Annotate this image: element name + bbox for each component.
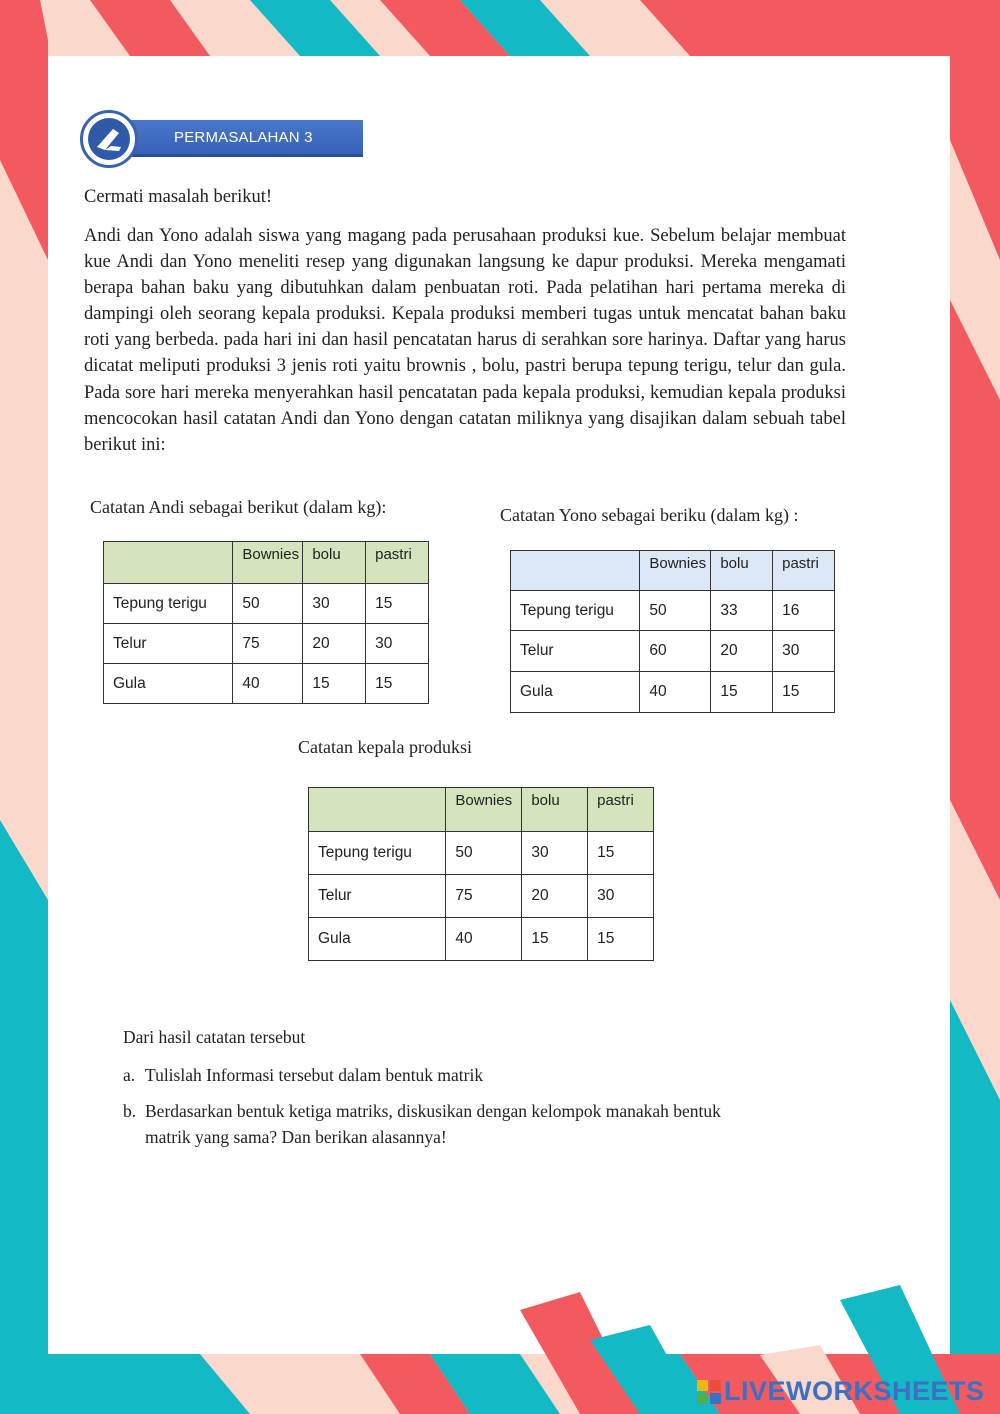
section-banner <box>80 110 365 168</box>
cell-value: 15 <box>773 672 835 713</box>
row-label: Gula <box>511 672 640 713</box>
instruction-text: Cermati masalah berikut! <box>84 187 273 207</box>
row-label: Telur <box>309 875 446 918</box>
table-row <box>511 631 835 672</box>
header-cell: Bownies <box>640 551 711 591</box>
table-row <box>511 591 835 631</box>
cell-value: 15 <box>588 918 654 961</box>
header-cell: bolu <box>711 551 773 591</box>
header-cell: bolu <box>522 788 588 832</box>
cell-value: 20 <box>522 875 588 918</box>
kepala-caption: Catatan kepala produksi <box>298 737 472 757</box>
cell-value: 30 <box>588 875 654 918</box>
question-b-line1: Berdasarkan bentuk ketiga matriks, diskusikan dengan kelompok manakah bentuk <box>145 1101 721 1121</box>
header-cell <box>309 788 446 832</box>
table-header-row <box>511 551 835 591</box>
header-cell <box>104 542 233 584</box>
question-a-marker: a. <box>123 1065 136 1085</box>
cell-value: 15 <box>303 664 366 704</box>
cell-value: 20 <box>711 631 773 672</box>
questions-intro: Dari hasil catatan tersebut <box>123 1027 306 1047</box>
row-label: Tepung terigu <box>309 832 446 875</box>
header-cell: bolu <box>303 542 366 584</box>
pen-hand-icon <box>80 110 138 168</box>
table-row <box>309 832 654 875</box>
header-cell: Bownies <box>446 788 522 832</box>
question-a-text: Tulislah Informasi tersebut dalam bentuk matrik <box>145 1065 484 1085</box>
row-label: Gula <box>309 918 446 961</box>
cell-value: 20 <box>303 624 366 664</box>
table-row <box>104 584 429 624</box>
row-label: Tepung terigu <box>511 591 640 631</box>
banner-label: PERMASALAHAN 3 <box>174 129 313 146</box>
header-cell: Bownies <box>233 542 303 584</box>
header-cell: pastri <box>366 542 429 584</box>
question-b-marker: b. <box>123 1101 137 1121</box>
cell-value: 15 <box>588 832 654 875</box>
table-header-row <box>104 542 429 584</box>
cell-value: 30 <box>773 631 835 672</box>
cell-value: 15 <box>711 672 773 713</box>
cell-value: 15 <box>522 918 588 961</box>
cell-value: 15 <box>366 584 429 624</box>
question-b-line2: matrik yang sama? Dan berikan alasannya! <box>145 1127 447 1147</box>
cell-value: 75 <box>446 875 522 918</box>
cell-value: 30 <box>366 624 429 664</box>
liveworksheets-logo-icon <box>697 1380 721 1404</box>
liveworksheets-brand: LIVEWORKSHEETS <box>724 1376 985 1406</box>
cell-value: 40 <box>640 672 711 713</box>
cell-value: 16 <box>773 591 835 631</box>
row-label: Tepung terigu <box>104 584 233 624</box>
cell-value: 50 <box>640 591 711 631</box>
row-label: Telur <box>511 631 640 672</box>
andi-table <box>103 541 429 704</box>
cell-value: 50 <box>446 832 522 875</box>
table-header-row <box>309 788 654 832</box>
cell-value: 40 <box>446 918 522 961</box>
cell-value: 33 <box>711 591 773 631</box>
table-row <box>309 918 654 961</box>
header-cell <box>511 551 640 591</box>
yono-caption: Catatan Yono sebagai beriku (dalam kg) : <box>500 505 799 525</box>
kepala-table <box>308 787 654 961</box>
table-row <box>104 624 429 664</box>
row-label: Gula <box>104 664 233 704</box>
row-label: Telur <box>104 624 233 664</box>
cell-value: 50 <box>233 584 303 624</box>
cell-value: 30 <box>303 584 366 624</box>
table-row <box>309 875 654 918</box>
table-row <box>104 664 429 704</box>
cell-value: 40 <box>233 664 303 704</box>
header-cell: pastri <box>588 788 654 832</box>
yono-table <box>510 550 835 713</box>
table-row <box>511 672 835 713</box>
cell-value: 60 <box>640 631 711 672</box>
header-cell: pastri <box>773 551 835 591</box>
problem-paragraph: Andi dan Yono adalah siswa yang magang pada perusahaan produksi kue. Sebelum belajar membuat kue Andi dan Yono meneliti resep yang digunakan langsung ke dapur produksi. Mereka mengamati berapa bahan baku yang dibutuhkan dalam penbuatan roti. Pada pelatihan hari pertama mereka di dampingi oleh seorang kepala produksi. Kepala produksi memberi tugas untuk mencatat bahan baku roti yang berbeda. pada hari ini dan hasil pencatatan harus di serahkan sore harinya. Daftar yang harus dicatat meliputi produksi 3 jenis roti yaitu brownis , bolu, pastri berupa tepung terigu, telur dan gula. Pada sore hari mereka menyerahkan hasil pencatatan pada kepala produksi, kemudian kepala produksi mencocokan hasil catatan Andi dan Yono dengan catatan miliknya yang disajikan dalam sebuah tabel berikut ini: <box>84 226 846 455</box>
cell-value: 30 <box>522 832 588 875</box>
cell-value: 75 <box>233 624 303 664</box>
cell-value: 15 <box>366 664 429 704</box>
andi-caption: Catatan Andi sebagai berikut (dalam kg): <box>90 497 387 517</box>
